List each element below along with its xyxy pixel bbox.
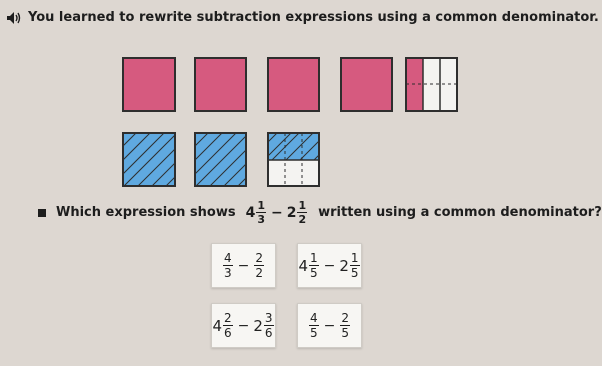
instruction-text: You learned to rewrite subtraction expressions using a common denominator. — [28, 10, 599, 25]
question-row — [38, 200, 602, 225]
answer-option-b[interactable]: 4 $\frac{1}{5}$ − 2 $\frac{1}{5}$ — [297, 243, 362, 288]
blue-half-model — [267, 132, 320, 187]
question-suffix: written using a common denominator? — [318, 205, 602, 220]
pink-whole-4 — [340, 57, 393, 112]
blue-whole-1 — [122, 132, 176, 187]
bullet-icon — [38, 209, 46, 217]
instruction-row — [6, 10, 599, 25]
answer-option-a[interactable]: $\frac{4}{3}$ − $\frac{2}{2}$ — [211, 243, 276, 288]
answer-option-d[interactable]: $\frac{4}{5}$ − $\frac{2}{5}$ — [297, 303, 362, 348]
pink-whole-3 — [267, 57, 320, 112]
answer-option-c[interactable]: 4 $\frac{2}{6}$ − 2 $\frac{3}{6}$ — [211, 303, 276, 348]
speaker-icon[interactable] — [6, 11, 22, 25]
pink-whole-2 — [194, 57, 247, 112]
question-prefix: Which expression shows — [56, 205, 236, 220]
pink-third-model — [405, 57, 458, 112]
blue-whole-2 — [194, 132, 247, 187]
question-expression: 4 $\frac{1}{3}$ − 2 $\frac{1}{2}$ — [245, 199, 307, 226]
pink-whole-1 — [122, 57, 176, 112]
